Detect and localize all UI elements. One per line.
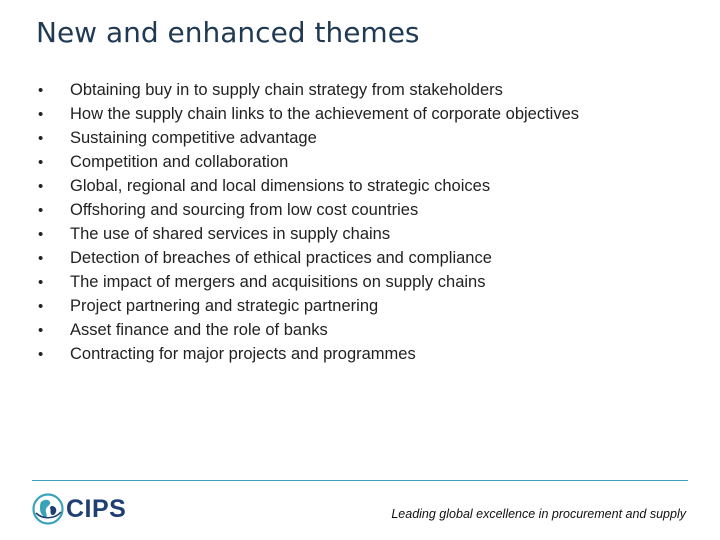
list-item-text: Global, regional and local dimensions to strategic choices [70,177,491,195]
list-item-text: How the supply chain links to the achievement of corporate objectives [70,105,580,123]
list-item [38,318,579,342]
cips-logo [32,492,126,526]
footer-divider [32,480,688,481]
slide-title: New and enhanced themes [36,16,420,49]
list-item [38,174,579,198]
list-item [38,78,579,102]
list-item-text: Asset finance and the role of banks [70,321,328,339]
bullet-icon: • [38,82,44,99]
list-item [38,126,579,150]
bullet-icon: • [38,226,44,243]
list-item-text: Obtaining buy in to supply chain strategy from stakeholders [70,81,503,99]
list-item-text: The impact of mergers and acquisitions on supply chains [70,273,486,291]
list-item-text: The use of shared services in supply chains [70,225,391,243]
list-item-text: Competition and collaboration [70,153,289,171]
logo-wordmark: CIPS [66,495,127,523]
theme-list [38,78,579,366]
list-item [38,342,579,366]
list-item [38,198,579,222]
list-item [38,294,579,318]
list-item-text: Detection of breaches of ethical practices and compliance [70,249,492,267]
bullet-icon: • [38,274,44,291]
list-item-text: Project partnering and strategic partnering [70,297,379,315]
list-item-text: Contracting for major projects and programmes [70,345,416,363]
bullet-icon: • [38,250,44,267]
bullet-icon: • [38,346,44,363]
list-item-text: Offshoring and sourcing from low cost countries [70,201,419,219]
bullet-icon: • [38,202,44,219]
bullet-icon: • [38,130,44,147]
list-item-text: Sustaining competitive advantage [70,129,317,147]
list-item [38,222,579,246]
bullet-icon: • [38,154,44,171]
bullet-icon: • [38,106,44,123]
bullet-icon: • [38,178,44,195]
list-item [38,270,579,294]
list-item [38,150,579,174]
globe-icon [32,493,64,525]
list-item [38,102,579,126]
bullet-icon: • [38,298,44,315]
bullet-icon: • [38,322,44,339]
footer-tagline: Leading global excellence in procurement and supply [391,507,686,521]
list-item [38,246,579,270]
